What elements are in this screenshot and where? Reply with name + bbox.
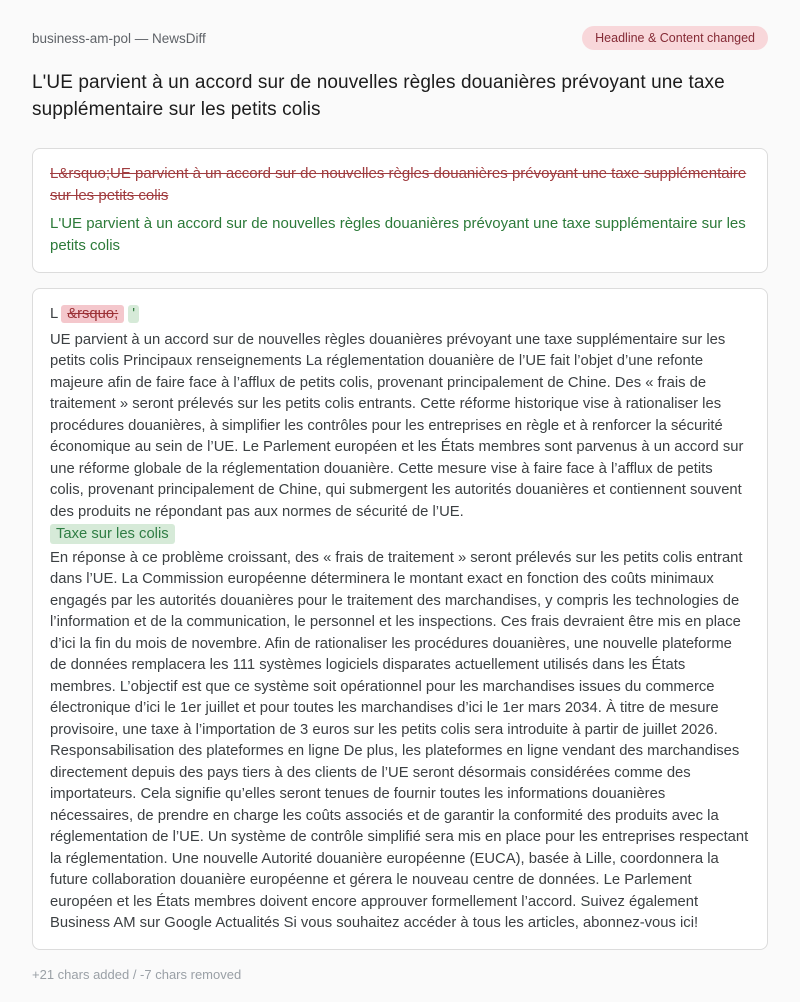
old-headline-text: L&rsquo;UE parvient à un accord sur de nouvelles règles douanières prévoyant une taxe supplémentaire sur les petits colis: [50, 164, 747, 205]
content-diff-card: [32, 288, 768, 950]
headline-diff-card: [32, 148, 768, 273]
source-label: business-am-pol — NewsDiff: [32, 30, 206, 46]
content-prefix: L: [50, 305, 59, 322]
change-status-badge: Headline & Content changed: [582, 26, 768, 50]
removed-token: &rsquo;: [61, 305, 124, 323]
page-header: [32, 26, 768, 50]
added-heading-text: Taxe sur les colis: [50, 524, 175, 544]
content-paragraph-2: En réponse à ce problème croissant, des « frais de traitement » seront prélevés sur les petits colis entrant dans l’UE. La Commission européenne déterminera le montant exact en fonction des coûts minimaux engagés par les autorités douanières pour le traitement des marchandises, y compris les technologies de l’information et de la communication, le personnel et les inspections. Ces frais devraient être mis en place d’ici la fin du mois de novembre. Afin de rationaliser les procédures douanières, une nouvelle plateforme de données remplacera les 111 systèmes logiciels disparates actuellement utilisés dans les États membres. L’objectif est que ce système soit opérationnel pour les marchandises issues du commerce électronique d’ici le 1er juillet et pour toutes les marchandises d’ici le 1er mars 2034. À titre de mesure provisoire, une taxe à l’importation de 3 euros sur les petits colis sera introduite à partir de juillet 2026. Responsabilisation des plateformes en ligne De plus, les plateformes en ligne vendant des marchandises directement depuis des pays tiers à des clients de l’UE seront désormais considérées comme des importateurs. Cela signifie qu’elles seront tenues de fournir toutes les informations douanières nécessaires, de prendre en charge les coûts associés et de garantir la conformité des produits avec la réglementation de l’UE. Un système de contrôle simplifié sera mis en place pour les entreprises respectant la réglementation. Une nouvelle Autorité douanière européenne (EUCA), basée à Lille, coordonnera la future collaboration douanière européenne et gérera le nouveau centre de données. Le Parlement européen et les États membres doivent encore approuver formellement l’accord. Suivez également Business AM sur Google Actualités Si vous souhaitez accéder à tous les articles, abonnez-vous ici!: [50, 549, 749, 932]
content-diff-first-line: [50, 303, 750, 326]
article-title: L'UE parvient à un accord sur de nouvelles règles douanières prévoyant une taxe supplémentaire sur les petits colis: [32, 72, 725, 120]
content-paragraph-1: UE parvient à un accord sur de nouvelles règles douanières prévoyant une taxe supplémentaire sur les petits colis Principaux renseignements La réglementation douanière de l’UE fait l’objet d’une refonte majeure afin de faire face à l’afflux de petits colis, provenant principalement de Chine. Des « frais de traitement » seront prélevés sur les petits colis entrants. Cette réforme historique vise à rationaliser les procédures douanières, à simplifier les contrôles pour les entreprises en règle et à renforcer la sécurité économique au sein de l’UE. Le Parlement européen et les États membres sont parvenus à un accord sur une réforme globale de la réglementation douanière. Cette mesure vise à faire face à l’afflux de petits colis, provenant principalement de Chine, qui submergent les autorités douanières et contiennent souvent des produits ne répondant pas aux normes de sécurité de l’UE.: [50, 331, 744, 520]
added-token: ': [128, 305, 139, 323]
diff-stats: +21 chars added / -7 chars removed: [32, 966, 242, 982]
new-headline-text: L'UE parvient à un accord sur de nouvelles règles douanières prévoyant une taxe supplémentaire sur les petits colis: [50, 214, 746, 255]
added-heading-line: [50, 524, 750, 546]
